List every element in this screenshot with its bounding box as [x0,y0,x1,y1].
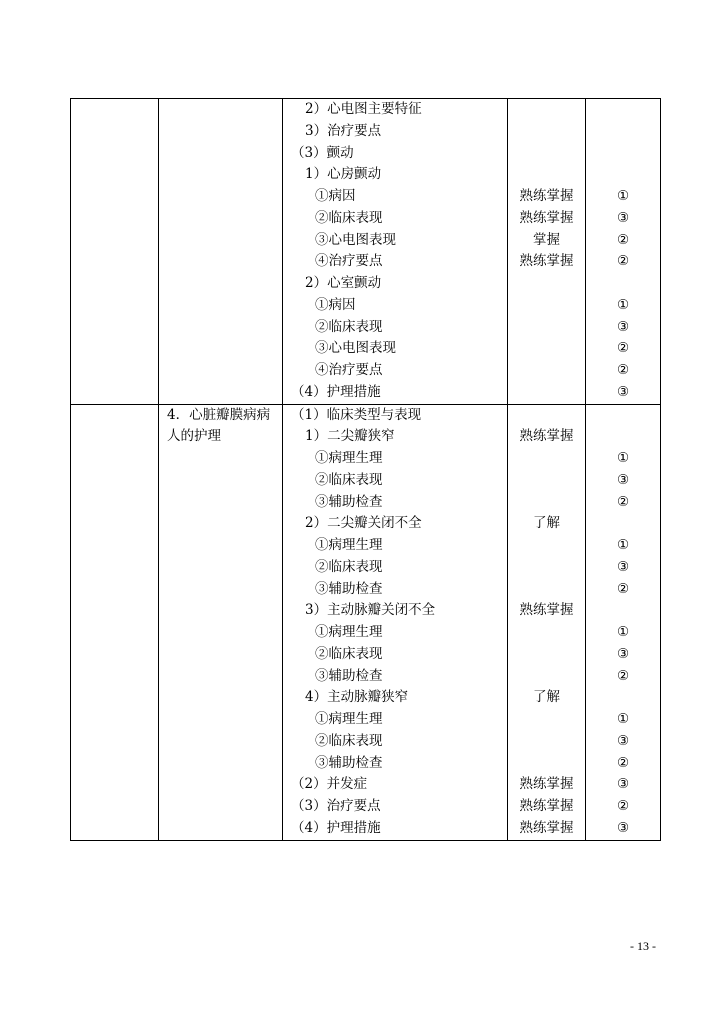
content-item: ①病因 [315,296,356,313]
level-mark: ③ [616,558,630,575]
requirement-text: 熟练掌握 [519,188,574,204]
requirement-text [508,99,585,121]
level-mark: ① [616,537,630,553]
level-mark: ② [616,253,630,270]
level-mark [586,143,660,165]
requirement-text [508,535,585,557]
content-item: 3）主动脉瓣关闭不全 [305,602,436,619]
requirement-text [508,317,585,339]
level-mark [586,600,660,622]
requirement-text: 熟练掌握 [519,776,574,793]
level-cell [586,404,661,840]
level-mark: ① [616,624,630,640]
requirement-text: 了解 [533,515,560,532]
requirement-text [508,164,585,186]
content-item: ②临床表现 [315,732,383,749]
content-item: （2）并发症 [291,776,368,793]
level-mark [586,513,660,535]
requirement-text [508,338,585,360]
content-item: （4）护理措施 [291,383,381,400]
content-item: ②临床表现 [315,645,383,662]
requirement-text [508,448,585,470]
content-item: ④治疗要点 [315,253,383,270]
section-row [71,404,661,840]
content-item: （1）临床类型与表现 [291,406,422,423]
content-item: ②临床表现 [315,209,383,226]
level-mark [586,426,660,448]
requirement-text [508,470,585,492]
requirement-text [508,709,585,731]
level-mark: ① [616,296,630,313]
syllabus-table-body [71,99,661,841]
requirement-text: 熟练掌握 [519,819,574,836]
requirement-text [508,121,585,143]
content-item: ③心电图表现 [315,340,396,357]
level-mark: ③ [616,318,630,335]
content-item: 1）心房颤动 [305,166,382,183]
requirement-text: 熟练掌握 [519,209,574,226]
unit-cell [71,404,159,840]
level-mark: ③ [616,645,630,662]
requirement-text [508,666,585,688]
requirement-text [508,644,585,666]
content-item: 2）心电图主要特征 [305,101,422,117]
requirement-text [508,753,585,775]
content-item: ②临床表现 [315,558,383,575]
level-mark: ② [616,362,630,378]
level-mark: ② [616,340,630,357]
level-mark: ③ [616,471,630,488]
requirement-text [508,382,585,404]
content-item: ③辅助检查 [315,754,383,771]
level-mark: ① [616,188,630,204]
level-mark: ② [616,754,630,771]
requirement-text [508,295,585,317]
syllabus-table [70,98,661,841]
content-item: ①病因 [315,188,356,204]
content-item: 3）治疗要点 [305,122,382,139]
requirement-text: 熟练掌握 [519,428,574,445]
requirement-text: 熟练掌握 [519,602,574,619]
requirement-text [508,360,585,382]
page-number: - 13 - [630,939,656,953]
level-mark: ① [616,450,630,466]
topic-cell [159,404,283,840]
requirement-text: 掌握 [533,231,560,248]
level-mark: ③ [616,819,630,836]
level-mark: ② [616,667,630,684]
topic-text: 人的护理 [167,428,221,445]
content-item: 2）心室颤动 [305,275,382,291]
content-item: （3）治疗要点 [291,798,381,814]
content-item: ③辅助检查 [315,493,383,510]
requirement-text [508,622,585,644]
content-item: ③心电图表现 [315,231,396,248]
requirement-text [508,579,585,601]
level-mark: ③ [616,776,630,793]
level-mark [586,273,660,295]
unit-cell [71,99,159,405]
requirement-text [508,273,585,295]
level-mark [586,405,660,427]
requirement-text: 了解 [533,689,560,706]
topic-cell [159,99,283,405]
requirement-cell [508,404,586,840]
content-item: （4）护理措施 [291,819,381,836]
content-cell [283,99,508,405]
level-mark: ② [616,798,630,814]
content-item: ③辅助检查 [315,667,383,684]
level-mark: ② [616,580,630,597]
level-mark: ③ [616,732,630,749]
content-item: 2）二尖瓣关闭不全 [305,515,422,532]
level-mark: ② [616,493,630,510]
level-cell [586,99,661,405]
level-mark [586,121,660,143]
requirement-text [508,557,585,579]
section-row [71,99,661,405]
content-item: ①病理生理 [315,450,383,466]
requirement-text [508,405,585,427]
requirement-text: 熟练掌握 [519,253,574,270]
content-item: ①病理生理 [315,624,383,640]
level-mark [586,99,660,121]
requirement-cell [508,99,586,405]
content-item: ④治疗要点 [315,362,383,378]
content-item: ③辅助检查 [315,580,383,597]
content-item: 1）二尖瓣狭窄 [305,428,395,445]
level-mark: ③ [616,383,630,400]
content-item: （3）颤动 [291,144,354,161]
content-item: 4）主动脉瓣狭窄 [305,689,409,706]
level-mark [586,687,660,709]
level-mark: ② [616,231,630,248]
requirement-text: 熟练掌握 [519,798,574,814]
level-mark: ③ [616,209,630,226]
level-mark: ① [616,711,630,727]
content-item: ②临床表现 [315,471,383,488]
requirement-text [508,731,585,753]
requirement-text [508,492,585,514]
content-item: ①病理生理 [315,537,383,553]
level-mark [586,164,660,186]
content-item: ②临床表现 [315,318,383,335]
requirement-text [508,143,585,165]
content-item: ①病理生理 [315,711,383,727]
topic-text: 4．心脏瓣膜病病 [167,406,271,423]
content-cell [283,404,508,840]
